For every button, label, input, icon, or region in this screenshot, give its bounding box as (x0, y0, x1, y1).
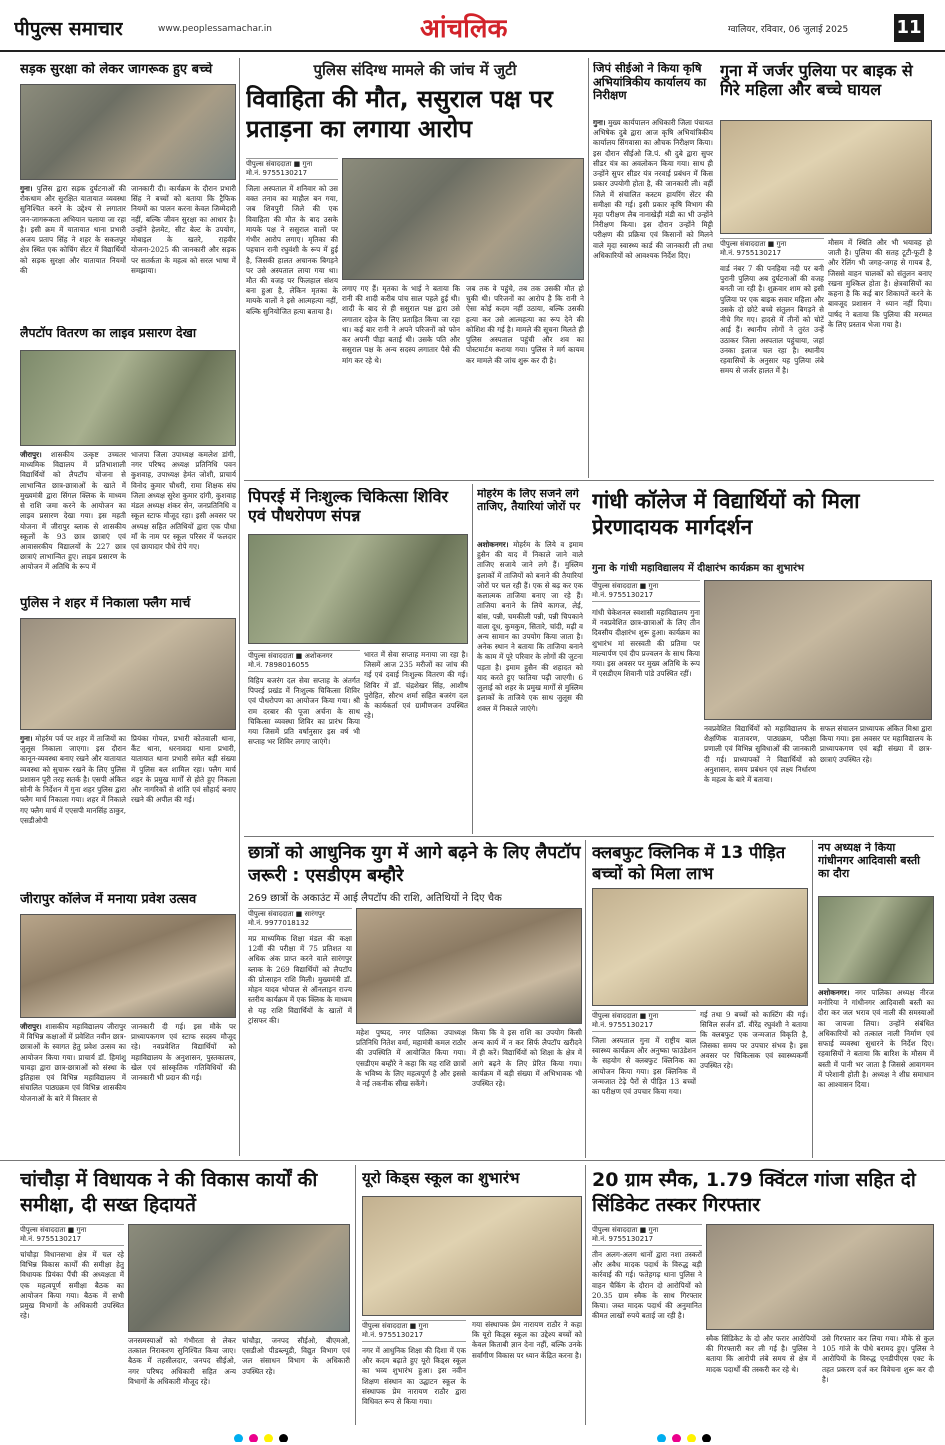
gandhi-college-body-col2: नवप्रवेशित विद्यार्थियों को महाविद्यालय के शैक्षणिक वातावरण, पाठ्यक्रम, परीक्षा प्रणाली एवं विभिन्न सुविधाओं की जानकारी दी गई। प्राध्यापकों ने विद्यार्थियों को अनुशासन, समय प्रबंधन एवं लक्ष्य निर्धारण के महत्व के बारे में बताया। (704, 724, 816, 785)
clubfoot-byline: पीपुल्स संवाददाता ■ गुना मो.नं. 9755130217 (592, 1010, 696, 1032)
brand-logo: पीपुल्स समाचार (14, 18, 123, 40)
laptop-live-photo (20, 350, 236, 446)
health-camp-body-col2: भारत में सेवा सप्ताह मनाया जा रहा है। जिसमें आज 235 मरीजों का जांच की गई एवं दवाई निःशुल्क वितरण की गई। शिविर में डॉ. चंद्रशेखर सिंह, आशीष पुरोहित, सौरभ शर्मा सहित बजरंग दल के कार्यकर्ता एवं ग्रामीणजन उपस्थित रहे। (364, 650, 468, 721)
bridge-accident-headline: गुना में जर्जर पुलिया पर बाइक से गिरे महिला और बच्चे घायल (720, 62, 913, 99)
dateline: ग्वालियर, रविवार, 06 जुलाई 2025 (728, 25, 849, 35)
flag-march-headline: पुलिस ने शहर में निकाला फ्लैग मार्च (20, 596, 191, 611)
euro-kids-photo (362, 1196, 582, 1316)
euro-kids-byline: पीपुल्स संवाददाता ■ गुना मो.नं. 9755130217 (362, 1320, 466, 1342)
sdm-laptop-body-col1: मप्र माध्यमिक शिक्षा मंडल की कक्षा 12वीं की परीक्षा में 75 प्रतिशत या अधिक अंक प्राप्त करने वाले सारंगपुर ब्लाक के 269 विद्यार्थियों को लैपटॉप की प्रोत्साहन राशि मिली। मुख्यमंत्री डॉ. मोहन यादव भोपाल से ऑनलाइन राज्य स्तरीय कार्यक्रम में एक क्लिक के माध्यम से यह राशि विद्यार्थियों के खातों में ट्रांसफर की। (248, 934, 352, 1025)
bridge-accident-body-col1: वार्ड नंबर 7 की पनहिया नदी पर बनी पुरानी पुलिया अब दुर्घटनाओं की वजह बनती जा रही है। शुक्रवार शाम को इसी पुलिया पर एक बाइक सवार महिला और उसके दो छोटे बच्चे संतुलन बिगड़ने से नीचे गिर गए। हादसे में तीनों को चोटें आई हैं। स्थानीय लोगों ने तुरंत उन्हें उठाकर जिला अस्पताल पहुंचाया, जहां उनका इलाज चल रहा है। स्थानीय रहवासियों के अनुसार यह पुलिया लंबे समय से जर्जर हालत में है। (720, 264, 824, 376)
gandhi-college-headline: गांधी कॉलेज में विद्यार्थियों को मिला प्रेरणादायक मार्गदर्शन (592, 489, 860, 540)
print-registration-marks (0, 1428, 945, 1442)
website-url: www.peoplessamachar.in (158, 24, 272, 34)
sdm-laptop-photo (356, 908, 582, 1024)
road-safety-body-col2: जानकारी दी। कार्यक्रम के दौरान प्रभारी सिंह ने बच्चों को बताया कि ट्रैफिक नियमों का पालन करना केवल जिम्मेदारी नहीं, बल्कि जीवन सुरक्षा का आधार है। उन्होंने हेलमेट, सीट बेल्ट के उपयोग, मोबाइल के खतरे, राहवीर योजना-2025 की जानकारी और सड़क पर सतर्कता के महत्व को सरल भाषा में समझाया। (131, 184, 236, 275)
clubfoot-headline: क्लबफुट क्लिनिक में 13 पीड़ित बच्चों को मिला लाभ (592, 843, 786, 884)
admission-body-col2: जानकारी दी गई। इस मौके पर प्राध्यापकगण एवं स्टाफ सदस्य मौजूद रहे। नवप्रवेशित विद्यार्थियों को महाविद्यालय के अनुशासन, पुस्तकालय, खेल एवं सांस्कृतिक गतिविधियों की जानकारी भी प्रदान की गई। (131, 1022, 236, 1083)
chachoda-headline: चांचौड़ा में विधायक ने की विकास कार्यों की समीक्षा, दी सख्त हिदायतें (20, 1169, 318, 1216)
flag-march-body-col2: प्रियंका गोयल, प्रभारी कोतवाली थाना, कैंट थाना, धरनावदा थाना प्रभारी, यातायात थाना प्रभारी समेत बड़ी संख्या में पुलिस बल शामिल रहा। फ्लैग मार्च शहर के प्रमुख मार्गों से होते हुए निकला और नागरिकों से शांति एवं सौहार्द बनाए रखने की अपील की गई। (131, 734, 236, 805)
bridge-accident-byline: पीपुल्स संवाददाता ■ गुना मो.नं. 9755130217 (720, 238, 824, 260)
dowry-kicker: पुलिस संदिग्ध मामले की जांच में जुटी (313, 61, 517, 79)
health-camp-body-col1: विहिप बजरंग दल सेवा सप्ताह के अंतर्गत पिपरई प्रखंड में निःशुल्क चिकित्सा शिविर एवं पौधरोपण का आयोजन किया गया। श्री राम दरबार की पूजा अर्चना के साथ चिकित्सा व्यवस्था शिविर का प्रारंभ किया गया जिसमें प्रति वर्षानुसार इस वर्ष भी सप्ताह भर शिविर लगाए जाएंगे। (248, 676, 360, 747)
smack-body-col3: उसे गिरफ्तार कर लिया गया। मौके से कुल 105 गांजे के पौधे बरामद हुए। पुलिस ने आरोपियों के विरुद्ध एनडीपीएस एक्ट के तहत प्रकरण दर्ज कर विवेचना शुरू कर दी है। (822, 1334, 934, 1384)
sdm-laptop-body-col3: किया कि वे इस राशि का उपयोग किसी अन्य कार्य में न कर सिर्फ लैपटॉप खरीदने में ही करें। विद्यार्थियों को शिक्षा के क्षेत्र में आगे बढ़ने के लिए प्रेरित किया गया। कार्यक्रम में बड़ी संख्या में अभिभावक भी उपस्थित रहे। (472, 1028, 582, 1089)
clubfoot-photo (592, 888, 808, 1006)
admission-headline: जीरापुर कॉलेज में मनाया प्रवेश उत्सव (20, 892, 197, 907)
gandhi-college-byline: पीपुल्स संवाददाता ■ गुना मो.नं. 9755130217 (592, 580, 700, 602)
laptop-live-headline: लैपटॉप वितरण का लाइव प्रसारण देखा (20, 326, 197, 340)
ceo-inspection-headline: जिपं सीईओ ने किया कृषि अभियांत्रिकीय कार्यालय का निरीक्षण (593, 62, 707, 103)
muharram-headline: मोहर्रम के लिए सजने लगे ताजिए, तैयारियां जोरों पर (477, 488, 581, 513)
clubfoot-body-col2: गई तथा 9 बच्चों को कास्टिंग की गई। सिविल सर्जन डॉ. वीरेंद्र रघुवंशी ने बताया कि क्लबफुट एक जन्मजात विकृति है, जिसका समय पर उपचार संभव है। इस अवसर पर चिकित्सक एवं स्वास्थ्यकर्मी उपस्थित रहे। (700, 1010, 808, 1071)
smack-byline: पीपुल्स संवाददाता ■ गुना मो.नं. 9755130217 (592, 1224, 702, 1246)
tribal-tour-body: अशोकनगर। नगर पालिका अध्यक्ष नीरज मनोरिया ने गांधीनगर आदिवासी बस्ती का दौरा कर जल भराव एवं नाली की समस्याओं का जायजा लिया। उन्होंने संबंधित अधिकारियों को तत्काल नाली निर्माण एवं सफाई व्यवस्था सुधारने के निर्देश दिए। रहवासियों ने बताया कि बारिश के मौसम में बस्ती में पानी भर जाता है जिससे आवागमन में परेशानी होती है। अध्यक्ष ने शीघ्र समाधान का आश्वासन दिया। (818, 988, 934, 1089)
euro-kids-body-col1: नगर में आधुनिक शिक्षा की दिशा में एक और कदम बढ़ाते हुए यूरो किड्स स्कूल का भव्य शुभारंभ हुआ। इस नवीन शिक्षण संस्थान का उद्घाटन स्कूल के संस्थापक प्रेम नारायण राठौर द्वारा विधिवत रूप से किया गया। (362, 1346, 466, 1407)
health-camp-headline: पिपरई में निःशुल्क चिकित्सा शिविर एवं पौधरोपण संपन्न (248, 488, 449, 525)
health-camp-byline: पीपुल्स संवाददाता ■ अशोकनगर मो.नं. 7898016055 (248, 650, 360, 672)
masthead (0, 0, 945, 52)
sdm-laptop-body-col2: महेश पुष्पद, नगर पालिका उपाध्यक्ष प्रतिनिधि नितेश वर्मा, महामंत्री कमल राठौर की उपस्थिति में आयोजित किया गया। एसडीएम बम्हौरे ने कहा कि यह राशि छात्रों के भविष्य के लिए महत्वपूर्ण है और इससे वे नई तकनीक सीख सकेंगे। (356, 1028, 466, 1089)
chachoda-body-col3: चांचौड़ा, जनपद सीईओ, बीएमओ, एसडीओ पीडब्ल्यूडी, विद्युत विभाग एवं जल संसाधन विभाग के अधिकारी उपस्थित रहे। (242, 1336, 350, 1376)
smack-body-col2: स्मैक सिंडिकेट के दो और फरार आरोपियों की गिरफ्तारी कर ली गई है। पुलिस ने बताया कि आरोपी लंबे समय से क्षेत्र में मादक पदार्थों की तस्करी कर रहे थे। (706, 1334, 816, 1374)
chachoda-byline: पीपुल्स संवाददाता ■ गुना मो.नं. 9755130217 (20, 1224, 124, 1246)
muharram-body: अशोकनगर। मोहर्रम के लिये व इमाम हुसैन की याद में निकाले जाने वाले ताजिए सजाये जाने लगे हैं। मुस्लिम इलाकों में ताजियों को बनाने की तैयारियां जोरों पर चल रही हैं। एक से बढ़ कर एक कलात्मक ताजिया बनाए जा रहे हैं। ताजिया बनाने के लिये कागज, लेई, बांस, पन्नी, चमकीली पन्नी, पन्नी चिपकाने वाला दूध, कुमकुम, सितारे, चांदी, मढ़ी व अन्य सामान का उपयोग किया जाता है। अनेक स्थान ने बताया कि ताजिया बनाने के काम में पूरे परिवार के लोगों की जुटना पड़ता है। इमाम हुसैन की शहादत को याद करते हुए फातिया पढ़ी जाएगी। 6 जुलाई को शहर के प्रमुख मार्गों से मुस्लिम इलाकों के ताजिये एक साथ जुलूस की शक्ल में निकाले जाएंगे। (477, 540, 583, 713)
gandhi-college-photo (704, 580, 932, 720)
smack-headline: 20 ग्राम स्मैक, 1.79 क्विंटल गांजा सहित दो सिंडिकेट तस्कर गिरफ्तार (592, 1169, 916, 1216)
dowry-byline: पीपुल्स संवाददाता ■ गुना मो.नं. 9755130217 (246, 158, 338, 180)
dowry-body-col1: जिला अस्पताल में शनिवार को उस वक्त तनाव का माहौल बन गया, जब शिवपुरी जिले की एक विवाहिता की मौत के बाद उसके मायके पक्ष ने ससुराल वालों पर गंभीर आरोप लगाए। मृतिका की पहचान रानी रघुवंशी के रूप में हुई है, जिसकी हालत अचानक बिगड़ने पर उसे अस्पताल लाया गया था। मौत की वजह पर फिलहाल संशय बना हुआ है, लेकिन मृतका के मायके वालों ने इसे आत्महत्या नहीं, बल्कि सुनियोजित हत्या बताया है। (246, 184, 338, 316)
sdm-laptop-subhead: 269 छात्रों के अकाउंट में आई लैपटॉप की राशि, अतिथियों ने दिए चैक (248, 893, 502, 904)
euro-kids-headline: यूरो किड्स स्कूल का शुभारंभ (362, 1170, 520, 1187)
road-safety-headline: सड़क सुरक्षा को लेकर जागरूक हुए बच्चे (20, 62, 213, 77)
bridge-accident-body-col2: मौसम में स्थिति और भी भयावह हो जाती है। पुलिया की सतह टूटी-फूटी है और रेलिंग भी जगह-जगह से गायब है, जिससे वाहन चालकों को संतुलन बनाए रखना मुश्किल होता है। क्षेत्रवासियों का कहना है कि कई बार शिकायतें करने के बावजूद प्रशासन ने ध्यान नहीं दिया। पार्षद ने बताया कि पुलिया की मरम्मत के लिए प्रस्ताव भेजा गया है। (828, 238, 932, 329)
laptop-live-body-col2: भाजपा जिला उपाध्यक्ष कमलेश डांगी, नगर परिषद अध्यक्ष प्रतिनिधि पवन कुशवाह, उपाध्यक्ष हेमंत जोशी, प्राचार्य विनोद कुमार चौधरी, रामा शिक्षक संघ जिला अध्यक्ष सुरेश कुमार दांगी, कुशवाह मंडल अध्यक्ष शंकर सेन, जनप्रतिनिधि व स्कूल स्टाफ मौजूद रहा। इसी अवसर पर अध्यक्ष सहित अतिथियों द्वारा एक पौधा माँ के नाम पर स्कूल परिसर में फलदार एवं छायादार पौधे रोपे गए। (131, 450, 236, 551)
chachoda-body-col1: चांचौड़ा विधानसभा क्षेत्र में चल रहे विभिन्न विकास कार्यों की समीक्षा हेतु विधायक प्रियंका पैंची की अध्यक्षता में एक महत्वपूर्ण समीक्षा बैठक का आयोजन किया गया। बैठक में सभी प्रमुख विभागों के अधिकारी उपस्थित रहे। (20, 1250, 124, 1321)
gandhi-college-body-col1: गांधी चेकेशनल स्वशासी महाविद्यालय गुना में नवप्रवेशित छात्र-छात्राओं के लिए तीन दिवसीय दीक्षारंभ शुरू हुआ। कार्यक्रम का शुभारंभ मां सरस्वती की प्रतिमा पर माल्यार्पण एवं दीप प्रज्वलन के साथ किया गया। इस अवसर पर मुख्य अतिथि के रूप में एसडीएम शिवानी पांडे उपस्थित रहीं। (592, 608, 700, 679)
road-safety-photo (20, 84, 236, 180)
smack-body-col1: तीन अलग-अलग थानों द्वारा नशा तस्करों और अवैध मादक पदार्थ के विरुद्ध बड़ी कार्रवाई की गई। फतेहगढ़ थाना पुलिस ने वाहन चैकिंग के दौरान दो आरोपियों को 20.35 ग्राम स्मैक के साथ गिरफ्तार किया। जब्त मादक पदार्थ की अनुमानित कीमत लाखों रुपये बताई जा रही है। (592, 1250, 702, 1321)
bridge-accident-photo (720, 120, 932, 234)
dowry-photo (342, 158, 584, 280)
admission-body-col1: जीरापुर। शासकीय महाविद्यालय जीरापुर में विभिन्न कक्षाओं में प्रवेशित नवीन छात्र-छात्राओं के स्वागत हेतु प्रवेश उत्सव का आयोजन किया गया। प्राचार्य डॉ. हिमांशु चावड़ा द्वारा छात्र-छात्राओं को संस्था के इतिहास एवं विभिन्न महाविद्यालय में संचालित पाठ्यक्रम एवं विभिन्न शासकीय योजनाओं के बारे में विस्तार से (20, 1022, 126, 1103)
clubfoot-body-col1: जिला अस्पताल गुना में राष्ट्रीय बाल स्वास्थ्य कार्यक्रम और अनुष्का फाउंडेशन के सहयोग से क्लबफुट क्लिनिक का आयोजन किया गया। इस क्लिनिक में जन्मजात टेढ़े पैरों से पीड़ित 13 बच्चों का परीक्षण एवं उपचार किया गया। (592, 1036, 696, 1097)
section-title: आंचलिक (420, 14, 508, 44)
sdm-laptop-byline: पीपुल्स संवाददाता ■ सारंगपुर मो.नं. 9977018132 (248, 908, 352, 930)
flag-march-body-col1: गुना। मोहर्रम पर्व पर शहर में ताजियों का जुलूस निकाला जाएगा। इस दौरान कानून-व्यवस्था बनाए रखने और यातायात व्यवस्था को सुचारू रखने के लिए पुलिस प्रशासन पूरी तरह सतर्क है। एसपी अंकित सोनी के निर्देशन में गुना शहर पुलिस द्वारा फ्लैग मार्च निकाला गया। शहर में निकाले गए फ्लैग मार्च में एएसपी मानसिंह ठाकुर, एसडीओपी (20, 734, 126, 825)
sdm-laptop-headline: छात्रों को आधुनिक युग में आगे बढ़ने के लिए लैपटॉप जरूरी : एसडीएम बम्हौरे (248, 843, 581, 886)
dowry-headline: विवाहिता की मौत, ससुराल पक्ष पर प्रताड़ना का लगाया आरोप (246, 85, 553, 143)
ceo-inspection-body: गुना। मुख्य कार्यपालन अधिकारी जिला पंचायत अभिषेक दुबे द्वारा आज कृषि अभियांत्रिकीय कार्यालय सिंगवासा का औचक निरीक्षण किया। इस दौरान सीईओ जि.पं. श्री दुबे द्वारा सुपर सीडर यंत्र का अवलोकन किया गया। साथ ही उन्होंने सुपर सीडर यंत्र नरवाई प्रबंधन में किस प्रकार उपयोगी होता है, की जानकारी ली। वहीं जिले में संचालित कस्टम हायरिंग सेंटर की समीक्षा की गई। इसी प्रकार कृषि विभाग की मृदा परीक्षण लैब नानाखेड़ी मंडी का भी उन्होंने निरीक्षण किया। इस दौरान उन्होंने मिट्टी परीक्षण की प्रक्रिया एवं किसानों को मिलने वाले मृदा स्वास्थ्य कार्ड की जानकारी ली तथा अधिकारियों को आवश्यक निर्देश दिए। (593, 118, 713, 260)
admission-photo (20, 914, 236, 1018)
flag-march-photo (20, 618, 236, 730)
smack-photo (706, 1224, 934, 1330)
dowry-body-col3: जब तक वे पहुंचे, तब तक उसकी मौत हो चुकी थी। परिजनों का आरोप है कि रानी ने ऐसा कोई कदम नहीं उठाया, बल्कि उसकी हत्या कर उसे आत्महत्या का रूप देने की कोशिश की गई है। मामले की सूचना मिलते ही पुलिस अस्पताल पहुंची और शव का पोस्टमार्टम कराया गया। पुलिस ने मर्ग कायम कर मामले की जांच शुरू कर दी है। (466, 284, 584, 365)
laptop-live-body-col1: जीरापुर। शासकीय उत्कृष्ट उच्चतर माध्यमिक विद्यालय में प्रतिभाशाली विद्यार्थियों को लैपटॉप योजना से लाभान्वित छात्र-छात्राओं के खाते में मुख्यमंत्री द्वारा सिंगल क्लिक के माध्यम से राशि जमा करने के आयोजन का लाइव प्रसारण देखा गया। इस महती योजना में जीरापुर ब्लाक से शासकीय स्कूलों के 93 छात्र छात्राएं एवं आवासरकीय विद्यालयों के 227 छात्र छात्राएं लाभान्वित हुए। लाइव प्रसारण के आयोजन में अतिथि के रूप में (20, 450, 126, 572)
tribal-tour-headline: नप अध्यक्ष ने किया गांधीनगर आदिवासी बस्ती का दौरा (818, 842, 920, 880)
road-safety-body-col1: गुना। पुलिस द्वारा सड़क दुर्घटनाओं की रोकथाम और सुरक्षित यातायात व्यवस्था सुनिश्चित करने के उद्देश्य से लगातार जन-जागरूकता अभियान चलाया जा रहा है। इसी क्रम में यातायात थाना प्रभारी अजय प्रताप सिंह ने शहर के सकतपुर क्षेत्र स्थित एक कोचिंग सेंटर में विद्यार्थियों को सड़क सुरक्षा और यातायात नियमों की (20, 184, 126, 275)
page-number: 11 (894, 14, 924, 42)
gandhi-college-subhead: गुना के गांधी महाविद्यालय में दीक्षारंभ कार्यक्रम का शुभारंभ (592, 563, 805, 574)
euro-kids-body-col2: गया संस्थापक प्रेम नारायण राठौर ने कहा कि यूरो किड्स स्कूल का उद्देश्य बच्चों को केवल किताबी ज्ञान देना नहीं, बल्कि उनके सर्वांगीण विकास पर ध्यान केंद्रित करना है। (472, 1320, 582, 1360)
tribal-tour-photo (818, 896, 934, 984)
dowry-body-col2: लगाए गए हैं। मृतका के भाई ने बताया कि रानी की शादी करीब पांच साल पहले हुई थी। शादी के बाद से ही ससुराल पक्ष द्वारा उसे लगातार दहेज के लिए प्रताड़ित किया जा रहा था। कई बार रानी ने अपने परिजनों को फोन कर अपनी पीड़ा बताई थी। उसके पति और ससुराल पक्ष के अन्य सदस्य लगातार पैसे की मांग कर रहे थे। (342, 284, 460, 365)
health-camp-photo (248, 534, 468, 644)
chachoda-body-col2: जनसमस्याओं को गंभीरता से लेकर तत्काल निराकरण सुनिश्चित किया जाए। बैठक में तहसीलदार, जनपद सीईओ, नगर परिषद अधिकारी सहित अन्य विभागों के अधिकारी मौजूद रहे। (128, 1336, 236, 1386)
chachoda-photo (128, 1224, 350, 1332)
gandhi-college-body-col3: सफल संचालन प्राध्यापक अंकित मिश्रा द्वारा किया गया। इस अवसर पर महाविद्यालय के प्राध्यापकगण एवं बड़ी संख्या में छात्र-छात्राएं उपस्थित रहे। (820, 724, 932, 764)
